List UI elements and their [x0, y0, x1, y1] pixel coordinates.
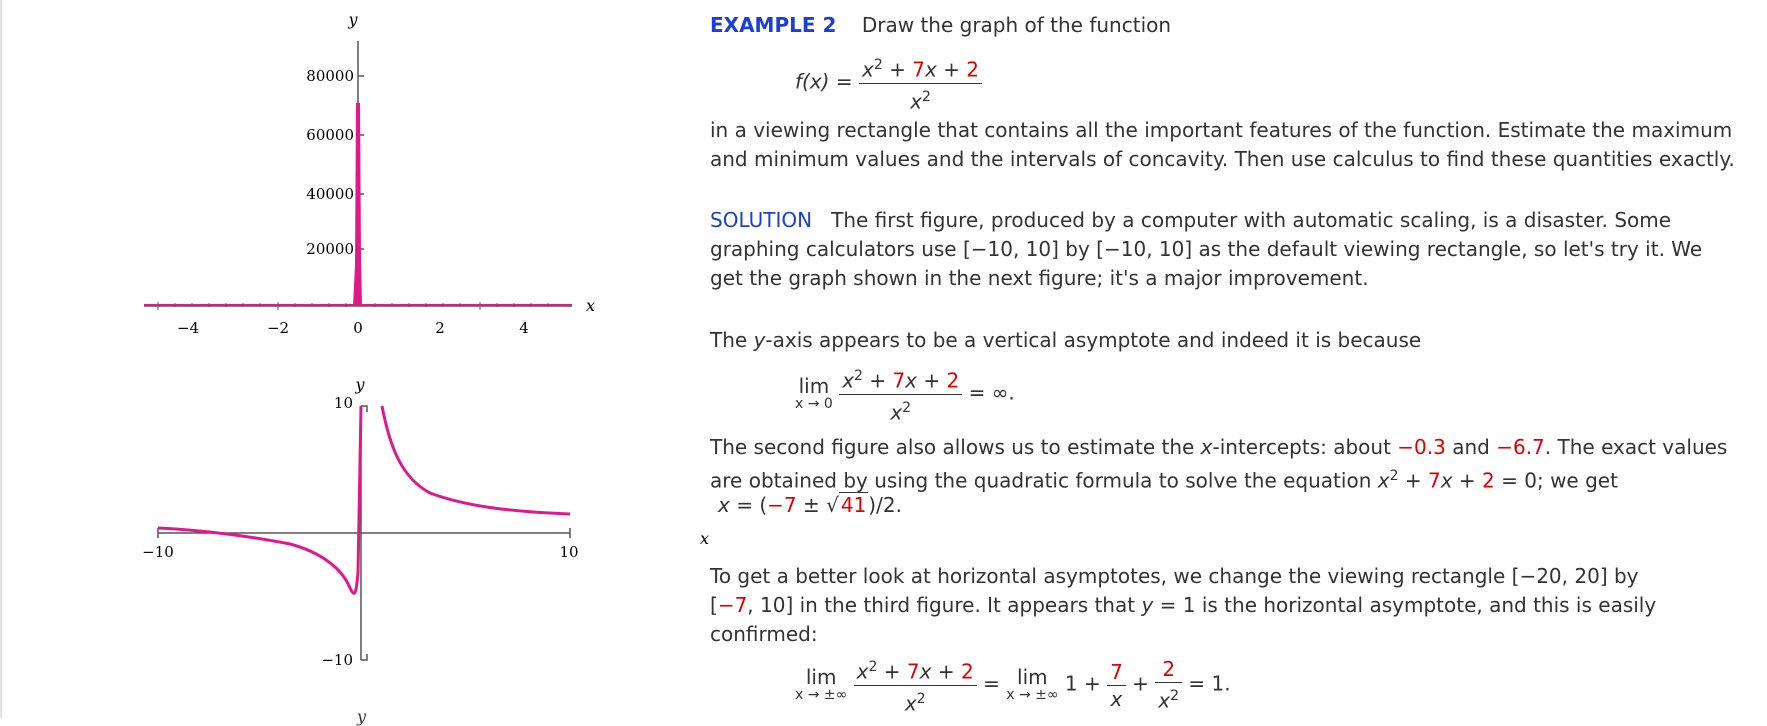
intercepts-line2: are obtained by using the quadratic formula to solve the equation $x^2 + 7x + 2 = 0$; we get	[710, 468, 1618, 493]
intercepts-line3: x = (−7 ± √ 41 )/2.	[718, 493, 902, 517]
example-intro: Draw the graph of the function	[861, 13, 1172, 37]
fx-fraction: $\frac{x^2 + 7x + 2}{x^2}$	[859, 52, 982, 114]
fig1-curve-spike	[354, 104, 361, 306]
fig1-ytick-80000: 80000	[306, 67, 354, 85]
fig1-xtick-0: 0	[353, 319, 363, 337]
horizontal-line3: confirmed:	[710, 622, 818, 646]
solution-line3: get the graph shown in the next figure; it's a major improvement.	[710, 266, 1369, 290]
limit-at-zero: lim x → 0 $\frac{x^2 + 7x + 2}{x^2}$ = ∞.	[795, 363, 1015, 425]
figure-2-graph	[120, 368, 710, 669]
function-definition	[795, 52, 982, 114]
fig2-curve-left	[158, 406, 361, 593]
example-heading-line	[710, 10, 1171, 40]
para1-line1: in a viewing rectangle that contains all the important features of the function. Estimate the maximum	[710, 118, 1733, 142]
fx-lhs: f(x) =	[795, 69, 859, 94]
fig2-ytick-top: 10	[333, 394, 353, 412]
figure-1-graph	[120, 5, 600, 337]
fig1-ytick-60000: 60000	[306, 126, 354, 144]
fig1-y-label: y	[348, 10, 358, 29]
fig1-xtick-4: 4	[519, 319, 529, 337]
fig2-x-label: x	[700, 529, 710, 548]
fig2-xtick-left: −10	[142, 543, 174, 561]
horizontal-line1: To get a better look at horizontal asymptotes, we change the viewing rectangle [−20, 20] by	[710, 564, 1639, 588]
fig3-y-label: y	[357, 707, 367, 726]
solution-line1: SOLUTION The first figure, produced by a computer with automatic scaling, is a disaster. Some	[710, 208, 1672, 232]
fig1-ytick-40000: 40000	[306, 185, 354, 203]
solution-label: SOLUTION	[710, 208, 813, 232]
asymptote-sentence: The y-axis appears to be a vertical asymptote and indeed it is because	[710, 328, 1422, 352]
example-heading: EXAMPLE 2	[710, 13, 837, 37]
horizontal-line2: [−7, 10] in the third figure. It appears that y = 1 is the horizontal asymptote, and this is easily	[710, 593, 1657, 617]
intercepts-line1: The second figure also allows us to estimate the x-intercepts: about −0.3 and −6.7. The exact values	[710, 435, 1728, 459]
fig2-ytick-bottom-mark	[361, 654, 367, 660]
fig1-xtick-2: 2	[435, 319, 445, 337]
solution-line2: graphing calculators use [−10, 10] by [−10, 10] as the default viewing rectangle, so let's try it. We	[710, 237, 1703, 261]
fig2-xtick-right: 10	[559, 543, 579, 561]
fig1-x-label: x	[586, 296, 596, 315]
para1-line2: and minimum values and the intervals of concavity. Then use calculus to find these quantities exactly.	[710, 147, 1735, 171]
fig1-xtick-m2: −2	[266, 319, 290, 337]
fig1-ytick-20000: 20000	[306, 240, 354, 258]
fig1-xtick-m4: −4	[176, 319, 200, 337]
fig2-ytick-bottom: −10	[321, 651, 353, 669]
fig2-curve-right	[382, 406, 570, 514]
fig2-y-label: y	[355, 375, 365, 394]
limit-at-infinity: lim x → ±∞ $\frac{x^2 + 7x + 2}{x^2}$ = lim x → ±∞ 1 + $\frac{7}{x}$ + $\frac{2}{x^2}$ = 1.	[795, 654, 1231, 716]
